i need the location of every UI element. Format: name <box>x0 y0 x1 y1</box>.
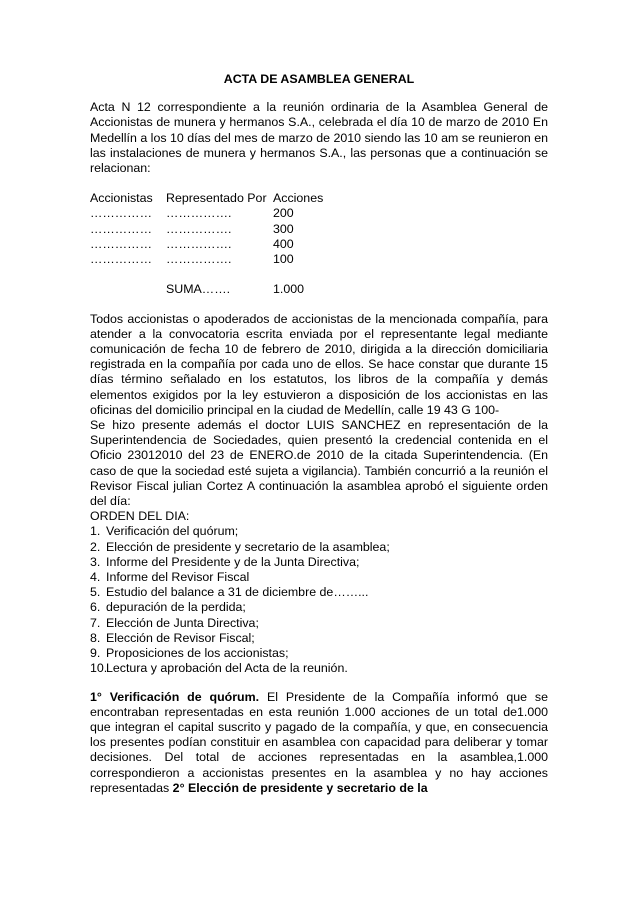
list-text: Informe del Revisor Fiscal <box>106 570 250 585</box>
list-item <box>90 540 548 555</box>
list-item <box>90 600 548 615</box>
list-number: 5. <box>90 585 101 600</box>
shareholders-table <box>90 191 333 297</box>
section-quorum-heading: 1° Verificación de quórum. <box>90 689 260 704</box>
list-item <box>90 524 548 539</box>
table-cell: 100 <box>273 252 294 267</box>
document-title: ACTA DE ASAMBLEA GENERAL <box>223 72 415 86</box>
list-number: 1. <box>90 524 101 539</box>
list-number: 10. <box>90 661 108 676</box>
list-number: 9. <box>90 646 101 661</box>
header-representado: Representado Por <box>166 191 267 206</box>
table-row <box>90 222 333 237</box>
table-cell: ……………. <box>166 221 232 236</box>
list-number: 4. <box>90 570 101 585</box>
header-accionistas: Accionistas <box>90 191 153 206</box>
orden-list <box>90 524 548 676</box>
sum-label: SUMA……. <box>166 282 231 297</box>
list-item <box>90 585 548 600</box>
list-item <box>90 616 548 631</box>
section-eleccion-heading: 2° Elección de presidente y secretario de la <box>172 780 428 795</box>
list-text: Verificación del quórum; <box>106 524 239 539</box>
table-header-row <box>90 191 333 206</box>
table-cell: …………… <box>90 236 152 251</box>
table-spacer <box>90 267 333 282</box>
table-cell: 300 <box>273 221 294 236</box>
list-text: Estudio del balance a 31 de diciembre de……... <box>106 585 369 600</box>
header-acciones: Acciones <box>273 191 324 206</box>
list-number: 3. <box>90 554 101 569</box>
sum-value: 1.000 <box>273 282 305 297</box>
table-sum-row <box>90 282 333 297</box>
paragraph-superintendencia: Se hizo presente además el doctor LUIS SANCHEZ en representación de la Superintendencia de Sociedades, quien presentó la credencial contenida en el Oficio 23012010 del 23 de ENERO.de 2010 de la citada Superintendencia. (En caso de que la sociedad esté sujeta a vigilancia). También concurrió a la reunión el Revisor Fiscal julian Cortez A continuación la asamblea aprobó el siguiente orden del día: <box>90 418 548 509</box>
document-page <box>90 72 548 796</box>
section-quorum-text: El Presidente de la Compañía informó que se encontraban representadas en esta reunión 1.000 acciones de un total de1.000 que integran el capital suscrito y pagado de la compañía, y que, en consecuencia los presentes podían constituir en asamblea con capacidad para deliberar y tomar decisiones. Del total de acciones representadas en la asamblea,1.000 correspondieron a accionistas presentes en la asamblea y no hay acciones representadas <box>90 689 549 795</box>
list-text: Elección de Junta Directiva; <box>106 615 259 630</box>
table-cell: 400 <box>273 236 294 251</box>
list-text: Proposiciones de los accionistas; <box>106 646 289 661</box>
list-text: Elección de Revisor Fiscal; <box>106 630 255 645</box>
table-cell: ……………. <box>166 252 232 267</box>
table-cell: …………… <box>90 221 152 236</box>
table-cell: 200 <box>273 206 294 221</box>
table-row <box>90 206 333 221</box>
list-item <box>90 555 548 570</box>
list-item <box>90 646 548 661</box>
section-quorum <box>90 690 548 796</box>
list-text: Elección de presidente y secretario de la asamblea; <box>106 539 390 554</box>
list-number: 6. <box>90 600 101 615</box>
table-cell: …………… <box>90 252 152 267</box>
list-item <box>90 570 548 585</box>
table-row <box>90 252 333 267</box>
list-item <box>90 661 548 676</box>
list-item <box>90 631 548 646</box>
list-number: 2. <box>90 539 101 554</box>
table-cell: ……………. <box>166 236 232 251</box>
table-row <box>90 237 333 252</box>
intro-paragraph: Acta N 12 correspondiente a la reunión ordinaria de la Asamblea General de Accionistas de munera y hermanos S.A., celebrada el día 10 de marzo de 2010 En Medellín a los 10 días del mes de marzo de 2010 siendo las 10 am se reunieron en las instalaciones de munera y hermanos S.A., las personas que a continuación se relacionan: <box>90 100 548 176</box>
list-text: Lectura y aprobación del Acta de la reunión. <box>106 661 348 676</box>
list-text: Informe del Presidente y de la Junta Directiva; <box>106 554 360 569</box>
paragraph-convocatoria: Todos accionistas o apoderados de accionistas de la mencionada compañía, para atender a la convocatoria escrita enviada por el representante legal mediante comunicación de fecha 10 de febrero de 2010, dirigida a la dirección domiciliaria registrada en la compañía por cada uno de ellos. Se hace constar que durante 15 días término señalado en los estatutos, los libros de la compañía y demás elementos exigidos por la ley estuvieron a disposición de los accionistas en las oficinas del domicilio principal en la ciudad de Medellín, calle 19 43 G 100- <box>90 311 548 417</box>
list-number: 7. <box>90 615 101 630</box>
table-cell: …………… <box>90 206 152 221</box>
orden-title: ORDEN DEL DIA: <box>90 509 190 524</box>
list-text: depuración de la perdida; <box>106 600 246 615</box>
list-number: 8. <box>90 630 101 645</box>
table-cell: ……………. <box>166 206 232 221</box>
